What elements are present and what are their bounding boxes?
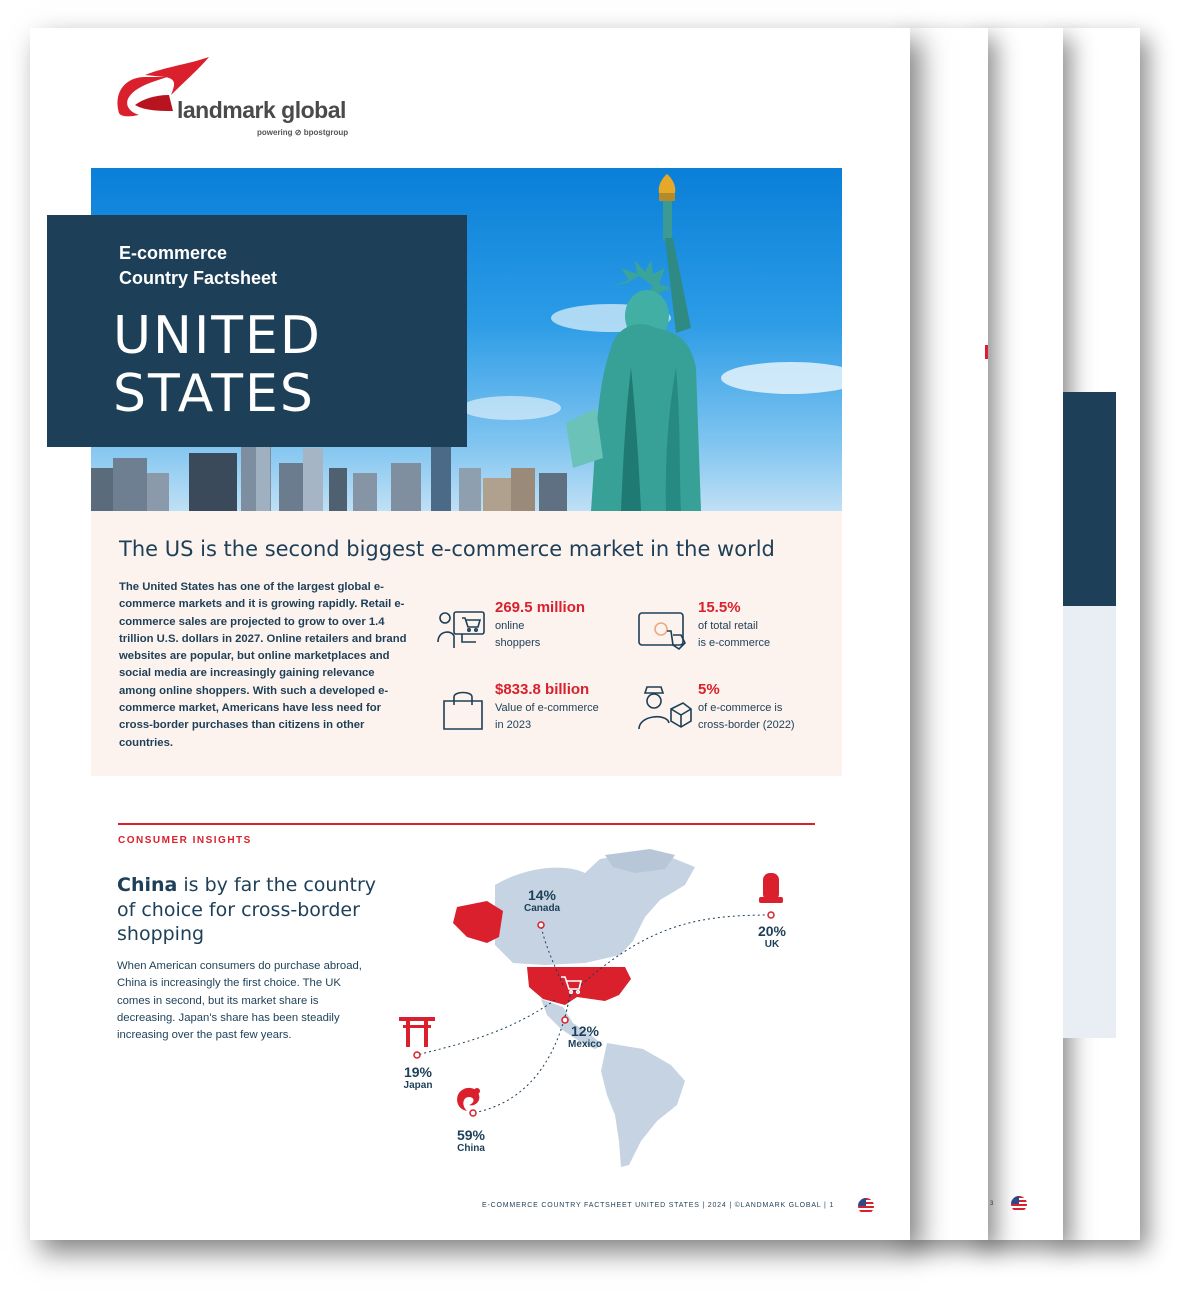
stat-ecommerce-share [698, 599, 770, 652]
market-headline: The US is the second biggest e-commerce market in the world [119, 537, 775, 561]
landmark-global-logo [115, 55, 375, 145]
stat-label-line-2: shoppers [495, 637, 541, 649]
back-page-accent [985, 345, 988, 359]
back-page-number: 3 [990, 1201, 994, 1207]
insights-title-rest: is by far the country of choice for cross-border shopping [117, 874, 377, 945]
map-percent: 20% [757, 923, 787, 939]
country-title-line-2: STATES [113, 364, 315, 424]
market-summary-panel [91, 511, 842, 776]
section-label: CONSUMER INSIGHTS [118, 835, 252, 846]
stat-label-line-1: Value of e-commerce [495, 702, 599, 714]
map-label-mexico [565, 1023, 605, 1050]
country-title [113, 307, 322, 423]
us-flag-icon [858, 1198, 874, 1214]
back-page-1 [898, 28, 988, 1240]
country-title-line-1: UNITED [113, 306, 322, 366]
stat-label-line-2: is e-commerce [698, 637, 771, 649]
map-label-canada [524, 887, 560, 914]
map-country: Canada [524, 903, 561, 914]
cross-border-map [395, 845, 835, 1185]
back-page-panel [1063, 606, 1116, 1038]
kicker-line-2: Country Factsheet [119, 268, 278, 288]
stat-label-line-1: of e-commerce is [698, 702, 783, 714]
shopping-bag-icon [440, 689, 486, 733]
map-country: UK [764, 939, 780, 950]
south-america-shape [601, 1043, 685, 1167]
online-shopper-icon [436, 606, 488, 652]
page-footer: E-COMMERCE COUNTRY FACTSHEET UNITED STATES | 2024 | ©LANDMARK GLOBAL | 1 [482, 1202, 835, 1209]
us-flag-icon [1011, 1196, 1027, 1212]
back-page-2 [975, 28, 1063, 1240]
stat-value: 269.5 million [495, 599, 586, 616]
stat-label [698, 618, 770, 652]
map-label-uk [752, 923, 792, 950]
stat-value: 5% [698, 681, 720, 698]
map-country: China [457, 1143, 485, 1154]
map-country: Japan [403, 1080, 433, 1091]
stat-ecommerce-value [495, 681, 599, 734]
stat-online-shoppers [495, 599, 585, 652]
map-percent: 12% [570, 1023, 600, 1039]
market-intro-paragraph: The United States has one of the largest global e-commerce markets and it is growing rapidly. Retail e-commerce sales are projected to grow to over 1.4 trillion U.S. dollars in 2027. Online retailers and brand websites are popular, but online marketplaces and social media are increasingly gaining relevance among online shoppers. With such a developed e-commerce market, Americans have less need for cross-border purchases than citizens in other countries. [119, 581, 407, 749]
stat-label-line-1: online [495, 620, 525, 632]
map-percent: 14% [527, 887, 557, 903]
insights-paragraph: When American consumers do purchase abroad, China is increasingly the first choice. The UK comes in second, but its market share is decreasing. Japan's share has been steadily increasing over the past few years. [117, 960, 362, 1042]
japan-torii-icon [399, 1017, 435, 1047]
delivery-person-icon [637, 683, 693, 733]
map-percent: 59% [456, 1127, 486, 1143]
china-dragon-icon [457, 1088, 480, 1111]
factsheet-kicker [119, 241, 277, 291]
stat-label-line-1: of total retail [698, 620, 758, 632]
stat-value: $833.8 billion [495, 681, 590, 698]
stat-label-line-2: cross-border (2022) [698, 719, 795, 731]
insights-title [117, 873, 387, 947]
stat-label [495, 618, 585, 652]
back-page-title-band [1063, 392, 1116, 606]
stat-label [698, 700, 795, 734]
stat-cross-border-share [698, 681, 795, 734]
stat-label [495, 700, 599, 734]
stat-label-line-2: in 2023 [495, 719, 532, 731]
kicker-line-1: E-commerce [119, 243, 228, 263]
map-country: Mexico [568, 1039, 602, 1050]
map-label-japan [398, 1064, 438, 1091]
logo-wordmark: landmark global [177, 97, 346, 123]
map-label-china [451, 1127, 491, 1154]
alaska-shape [453, 901, 503, 943]
insights-title-highlight: China [117, 874, 178, 896]
map-percent: 19% [403, 1064, 433, 1080]
title-box [47, 215, 467, 447]
section-divider [118, 823, 815, 825]
tablet-payment-icon [637, 609, 689, 651]
logo-tagline: powering ⊘ bpostgroup [257, 128, 349, 137]
uk-guard-icon [759, 873, 783, 903]
stat-value: 15.5% [698, 599, 741, 616]
